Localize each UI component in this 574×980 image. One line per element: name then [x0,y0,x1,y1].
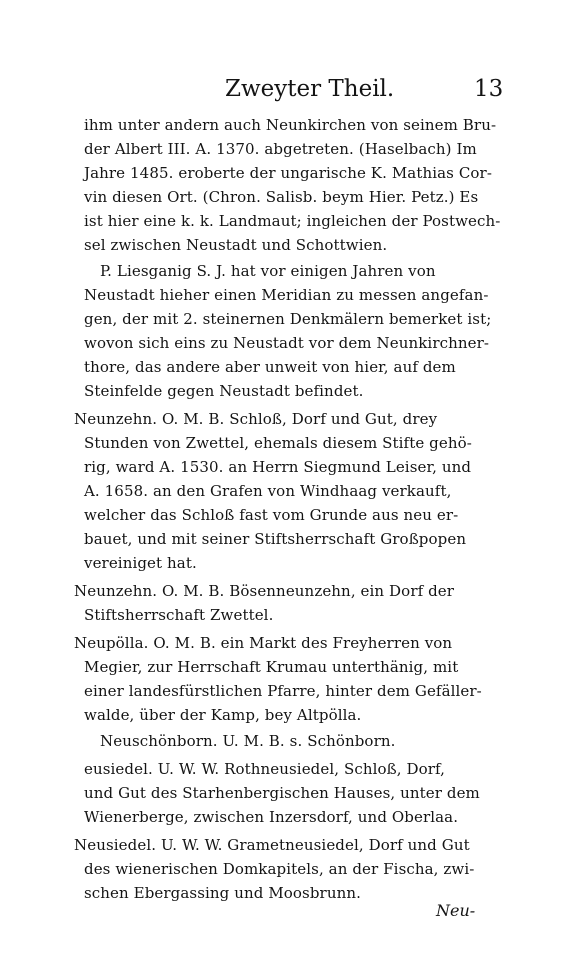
text-line: Megier, zur Herrschaft Krumau unterthänig, mit [84,658,459,676]
text-line: Stiftsherrschaft Zwettel. [84,606,274,624]
text-line: gen, der mit 2. steinernen Denkmälern bemerket ist; [84,310,492,328]
catchword: Neu- [436,901,476,920]
page-number: 13 [474,76,504,102]
running-title: Zweyter Theil. [225,76,395,102]
text-line: A. 1658. an den Grafen von Windhaag verkauft, [84,482,452,500]
text-line: Neuschönborn. U. M. B. s. Schönborn. [100,732,396,750]
text-line: walde, über der Kamp, bey Altpölla. [84,706,362,724]
text-line: Neustadt hieher einen Meridian zu messen angefan- [84,286,489,304]
text-line: bauet, und mit seiner Stiftsherrschaft Großpopen [84,530,467,548]
text-line: thore, das andere aber unweit von hier, auf dem [84,358,456,376]
text-line: P. Liesganig S. J. hat vor einigen Jahren von [100,262,436,280]
text-line: einer landesfürstlichen Pfarre, hinter dem Gefäller- [84,682,482,700]
text-line: wovon sich eins zu Neustadt vor dem Neunkirchner- [84,334,490,352]
text-line: Neusiedel. U. W. W. Grametneusiedel, Dorf und Gut [74,836,470,854]
text-line: sel zwischen Neustadt und Schottwien. [84,236,388,254]
text-line: eusiedel. U. W. W. Rothneusiedel, Schloß, Dorf, [84,760,446,778]
text-line: Neupölla. O. M. B. ein Markt des Freyherren von [74,634,453,652]
text-line: vin diesen Ort. (Chron. Salisb. beym Hier. Petz.) Es [84,188,479,206]
text-line: Neunzehn. O. M. B. Bösenneunzehn, ein Dorf der [74,582,455,600]
text-line: ist hier eine k. k. Landmaut; ingleichen der Postwech- [84,212,501,230]
text-line: schen Ebergassing und Moosbrunn. [84,884,361,902]
text-line: Wienerberge, zwischen Inzersdorf, und Oberlaa. [84,808,459,826]
running-head [0,74,574,104]
text-line: ihm unter andern auch Neunkirchen von seinem Bru- [84,116,497,134]
text-line: welcher das Schloß fast vom Grunde aus neu er- [84,506,459,524]
text-line: Neunzehn. O. M. B. Schloß, Dorf und Gut, drey [74,410,438,428]
text-line: Steinfelde gegen Neustadt befindet. [84,382,364,400]
text-line: und Gut des Starhenbergischen Hauses, unter dem [84,784,480,802]
text-line: des wienerischen Domkapitels, an der Fischa, zwi- [84,860,475,878]
text-line: der Albert III. A. 1370. abgetreten. (Haselbach) Im [84,140,477,158]
text-line: vereiniget hat. [84,554,197,572]
text-line: Stunden von Zwettel, ehemals diesem Stifte gehö- [84,434,472,452]
text-line: rig, ward A. 1530. an Herrn Siegmund Leiser, und [84,458,472,476]
text-line: Jahre 1485. eroberte der ungarische K. Mathias Cor- [84,164,492,182]
